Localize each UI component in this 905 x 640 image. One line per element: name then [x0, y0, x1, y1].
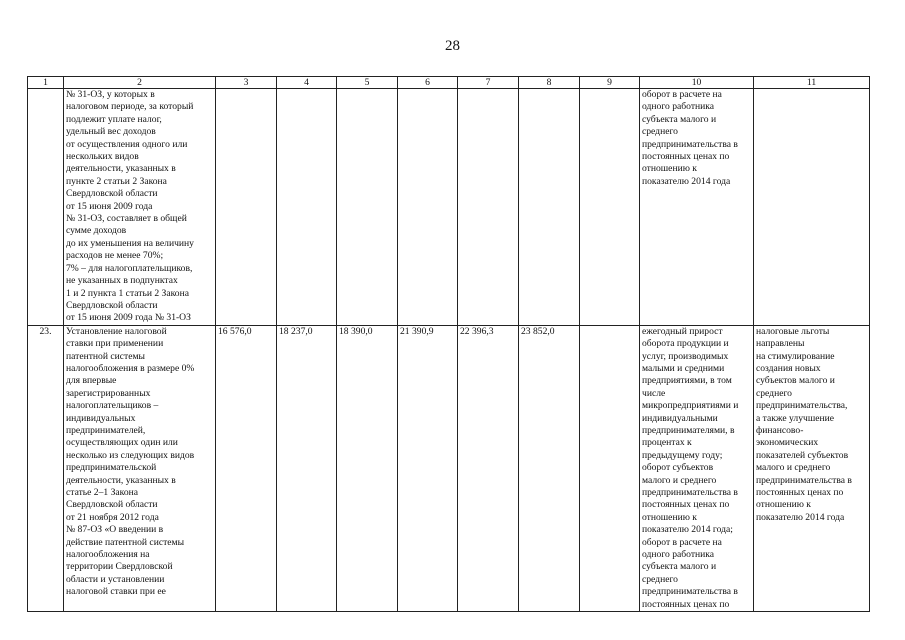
indicators-cell: оборот в расчете на одного работника субъекта малого и среднего предпринимательства в постоянных ценах по отношению к показателю 2014 года	[640, 89, 754, 326]
effect-cell	[754, 89, 870, 326]
table-row-23	[28, 325, 870, 611]
value-cell: 16 576,0	[216, 325, 277, 611]
header-cell: 7	[458, 77, 519, 89]
value-cell: 23 852,0	[519, 325, 580, 611]
header-cell: 9	[580, 77, 640, 89]
effect-cell: налоговые льготы направлены на стимулирование создания новых субъектов малого и среднего предпринимательства, а также улучшение финансово- экономических показателей субъектов малого и среднего предпринимательства в постоянных ценах по отношению к показателю 2014 года	[754, 325, 870, 611]
header-cell: 11	[754, 77, 870, 89]
value-cell	[398, 89, 458, 326]
value-cell	[216, 89, 277, 326]
table-header-row	[28, 77, 870, 89]
value-cell	[580, 325, 640, 611]
value-cell	[337, 89, 398, 326]
header-cell: 1	[28, 77, 64, 89]
value-cell	[519, 89, 580, 326]
value-cell: 21 390,9	[398, 325, 458, 611]
table-row-continuation	[28, 89, 870, 326]
value-cell: 18 390,0	[337, 325, 398, 611]
measure-description-cell: Установление налоговой ставки при применении патентной системы налогообложения в размере 0% для впервые зарегистрированных налогоплательщиков – индивидуальных предпринимателей, осуществляющих один или несколько из следующих видов предпринимательской деятельности, указанных в статье 2–1 Закона Свердловской области от 21 ноября 2012 года № 87-ОЗ «О введении в действие патентной системы налогообложения на территории Свердловской области и установлении налоговой ставки при ее	[64, 325, 216, 611]
measure-description-cell: № 31-ОЗ, у которых в налоговом периоде, за который подлежит уплате налог, удельный вес доходов от осуществления одного или нескольких видов деятельности, указанных в пункте 2 статьи 2 Закона Свердловской области от 15 июня 2009 года № 31-ОЗ, составляет в общей сумме доходов до их уменьшения на величину расходов не менее 70%; 7% – для налогоплательщиков, не указанных в подпунктах 1 и 2 пункта 1 статьи 2 Закона Свердловской области от 15 июня 2009 года № 31-ОЗ	[64, 89, 216, 326]
value-cell: 22 396,3	[458, 325, 519, 611]
header-cell: 2	[64, 77, 216, 89]
header-cell: 10	[640, 77, 754, 89]
header-cell: 6	[398, 77, 458, 89]
value-cell	[580, 89, 640, 326]
indicators-cell: ежегодный прирост оборота продукции и услуг, производимых малыми и средними предприятиями, в том числе микропредприятиями и индивидуальными предпринимателями, в процентах к предыдущему году; оборот субъектов малого и среднего предпринимательства в постоянных ценах по отношению к показателю 2014 года; оборот в расчете на одного работника субъекта малого и среднего предпринимательства в постоянных ценах по	[640, 325, 754, 611]
header-cell: 5	[337, 77, 398, 89]
row-number-cell: 23.	[28, 325, 64, 611]
row-number-cell	[28, 89, 64, 326]
page-number: 28	[445, 38, 460, 54]
header-cell: 3	[216, 77, 277, 89]
value-cell	[277, 89, 337, 326]
header-cell: 8	[519, 77, 580, 89]
value-cell	[458, 89, 519, 326]
header-cell: 4	[277, 77, 337, 89]
indicator-table	[27, 76, 870, 612]
value-cell: 18 237,0	[277, 325, 337, 611]
